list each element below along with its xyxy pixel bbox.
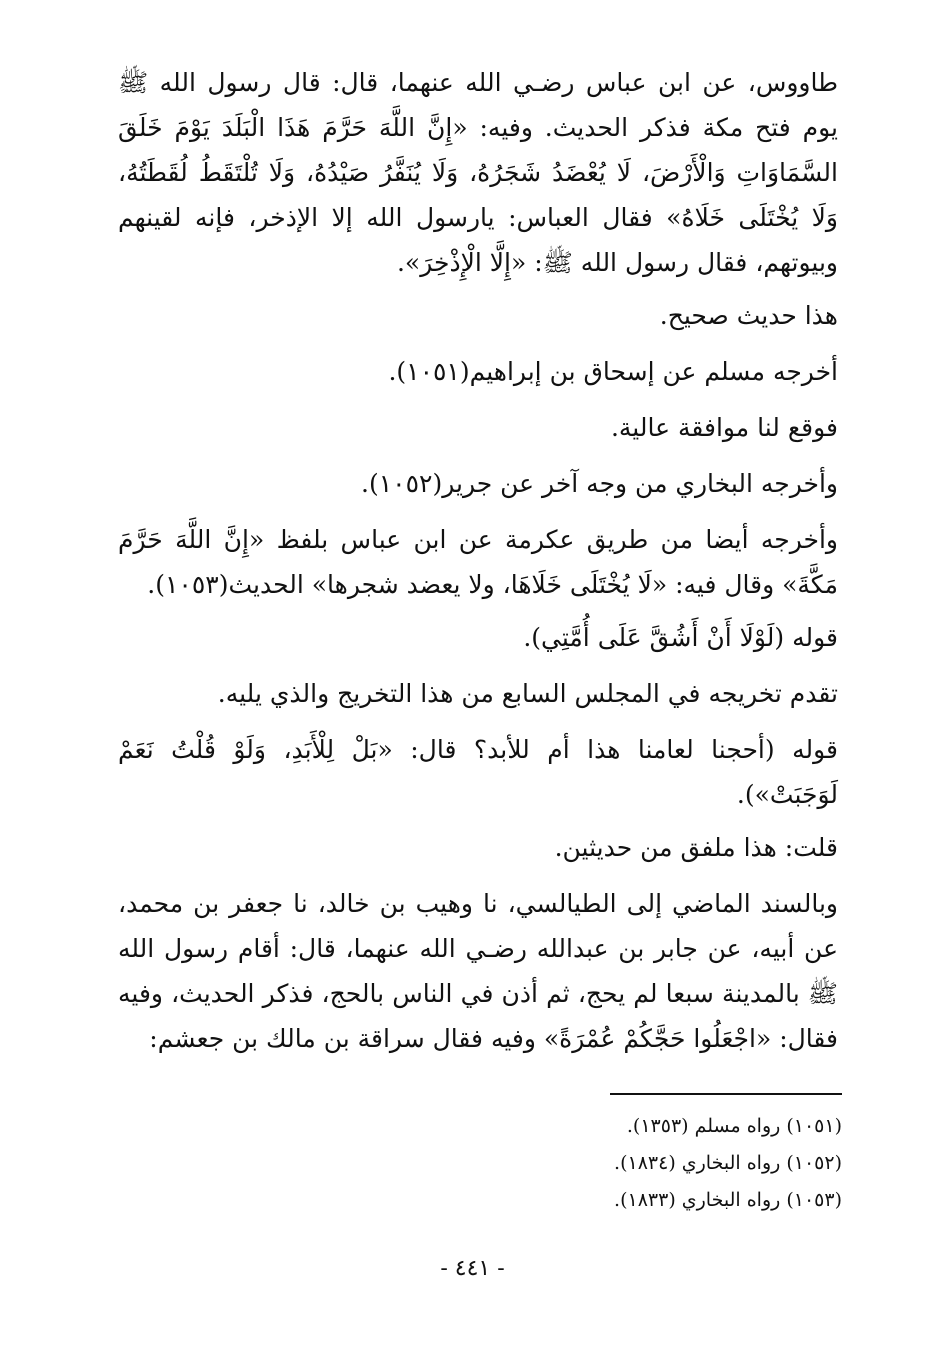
paragraph-takhrij: تقدم تخريجه في المجلس السابع من هذا التخريج والذي يليه. [217,679,838,708]
paragraph-hadith: طاووس، عن ابن عباس رضـي الله عنهما، قال: قال رسول الله ﷺ يوم فتح مكة فذكر الحديث. وفيه: «إِنَّ اللَّهَ حَرَّمَ هَذَا الْبَلَدَ يَوْمَ خَلَقَ السَّمَاوَاتِ وَالْأَرْضَ، لَا يُعْضَدُ شَجَرُهُ، وَلَا يُنَفَّرُ صَيْدُهُ، وَلَا تُلْتَقَطُ لُقَطَتُهُ، وَلَا يُخْتَلَى خَلَاهُ» فقال العباس: يارسول الله إلا الإذخر، فإنه لقينهم وبيوتهم، فقال رسول الله ﷺ: «إِلَّا الْإِذْخِرَ». [118,68,838,277]
footnote-1052: (١٠٥٢) رواه البخاري (١٨٣٤). [614,1152,842,1174]
footnotes [118,1108,842,1219]
paragraph-qawluh-1: قوله (لَوْلَا أَنْ أَشُقَّ عَلَى أُمَّتِي). [523,623,838,652]
paragraph-muslim: أخرجه مسلم عن إسحاق بن إبراهيم(١٠٥١). [388,357,838,386]
paragraph-grading: هذا حديث صحيح. [659,301,838,330]
paragraph-qawluh-2: قوله (أحجنا لعامنا هذا أم للأبد؟ قال: «بَلْ لِلْأَبَدِ، وَلَوْ قُلْتُ نَعَمْ لَوَجَبَتْ»). [118,735,838,809]
paragraph-bukhari: وأخرجه البخاري من وجه آخر عن جرير(١٠٥٢). [361,469,838,498]
main-text [118,60,838,1061]
paragraph-isnad: وبالسند الماضي إلى الطيالسي، نا وهيب بن خالد، نا جعفر بن محمد، عن أبيه، عن جابر بن عبدالله رضـي الله عنهما، قال: أقام رسول الله ﷺ بالمدينة سبعا لم يحج، ثم أذن في الناس بالحج، فذكر الحديث، وفيه فقال: «اجْعَلُوا حَجَّكُمْ عُمْرَةً» وفيه فقال سراقة بن مالك بن جعشم: [118,889,838,1053]
footnote-1053: (١٠٥٣) رواه البخاري (١٨٣٣). [614,1189,842,1211]
footnote-separator [610,1093,842,1095]
paragraph-agreement: فوقع لنا موافقة عالية. [610,413,838,442]
paragraph-ikrima: وأخرجه أيضا من طريق عكرمة عن ابن عباس بلفظ «إِنَّ اللَّهَ حَرَّمَ مَكَّةَ» وقال فيه: «لَا يُخْتَلَى خَلَاهَا، ولا يعضد شجرها» الحديث(١٠٥٣). [118,525,838,599]
footnote-1051: (١٠٥١) رواه مسلم (١٣٥٣). [626,1115,842,1137]
page-number: - ٤٤١ - [440,1256,505,1281]
paragraph-qultu: قلت: هذا ملفق من حديثين. [554,833,838,862]
